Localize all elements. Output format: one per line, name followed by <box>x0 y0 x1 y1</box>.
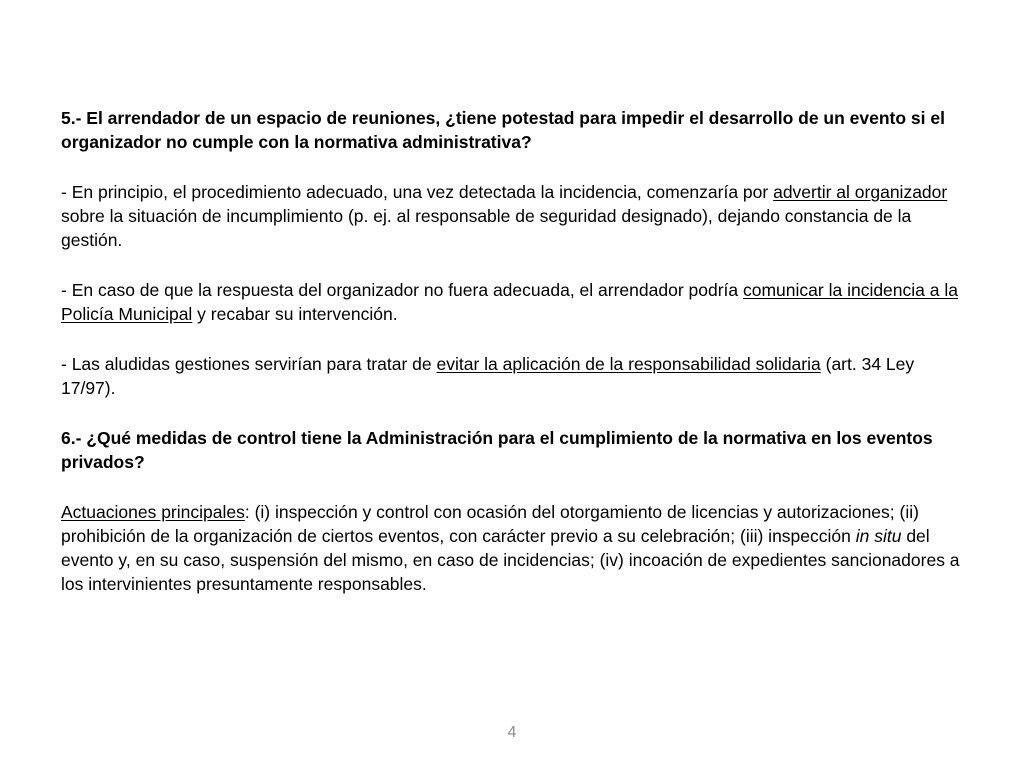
question-5-heading <box>61 106 966 154</box>
paragraph-advertir-text-a: - En principio, el procedimiento adecuado, una vez detectada la incidencia, comenzaría por <box>61 182 774 202</box>
paragraph-actuaciones <box>61 500 966 596</box>
paragraph-responsabilidad-text-a: - Las aludidas gestiones servirían para tratar de <box>61 354 437 374</box>
question-6-text: 6.- ¿Qué medidas de control tiene la Administración para el cumplimiento de la normativa en los eventos privados? <box>61 428 933 472</box>
paragraph-responsabilidad <box>61 352 966 400</box>
page-number: 4 <box>507 724 517 741</box>
paragraph-comunicar-underlined: comunicar la incidencia a la Policía Municipal <box>61 280 958 324</box>
paragraph-advertir-text-b: sobre la situación de incumplimiento (p. ej. al responsable de seguridad designado), dejando constancia de la gestión. <box>61 206 912 250</box>
paragraph-responsabilidad-underlined: evitar la aplicación de la responsabilidad solidaria <box>436 354 821 374</box>
slide-content <box>61 106 966 622</box>
question-5-text: 5.- El arrendador de un espacio de reuniones, ¿tiene potestad para impedir el desarrollo de un evento si el organizador no cumple con la normativa administrativa? <box>61 108 945 152</box>
paragraph-actuaciones-text-b: del evento y, en su caso, suspensión del mismo, en caso de incidencias; (iv) incoación de expedientes sancionadores a los intervinientes presuntamente responsables. <box>61 526 960 594</box>
paragraph-advertir-underlined: advertir al organizador <box>773 182 948 202</box>
paragraph-comunicar <box>61 278 966 326</box>
paragraph-actuaciones-italic: in situ <box>855 526 902 546</box>
paragraph-responsabilidad-text-b: (art. 34 Ley 17/97). <box>61 354 915 398</box>
paragraph-comunicar-text-a: - En caso de que la respuesta del organizador no fuera adecuada, el arrendador podría <box>61 280 743 300</box>
paragraph-actuaciones-underlined: Actuaciones principales <box>61 502 245 522</box>
paragraph-advertir <box>61 180 966 252</box>
paragraph-actuaciones-text-a: : (i) inspección y control con ocasión del otorgamiento de licencias y autorizaciones; (ii) prohibición de la organización de ciertos eventos, con carácter previo a su celebración; (iii) inspección <box>61 502 919 546</box>
paragraph-comunicar-text-b: y recabar su intervención. <box>192 304 398 324</box>
question-6-heading <box>61 426 966 474</box>
